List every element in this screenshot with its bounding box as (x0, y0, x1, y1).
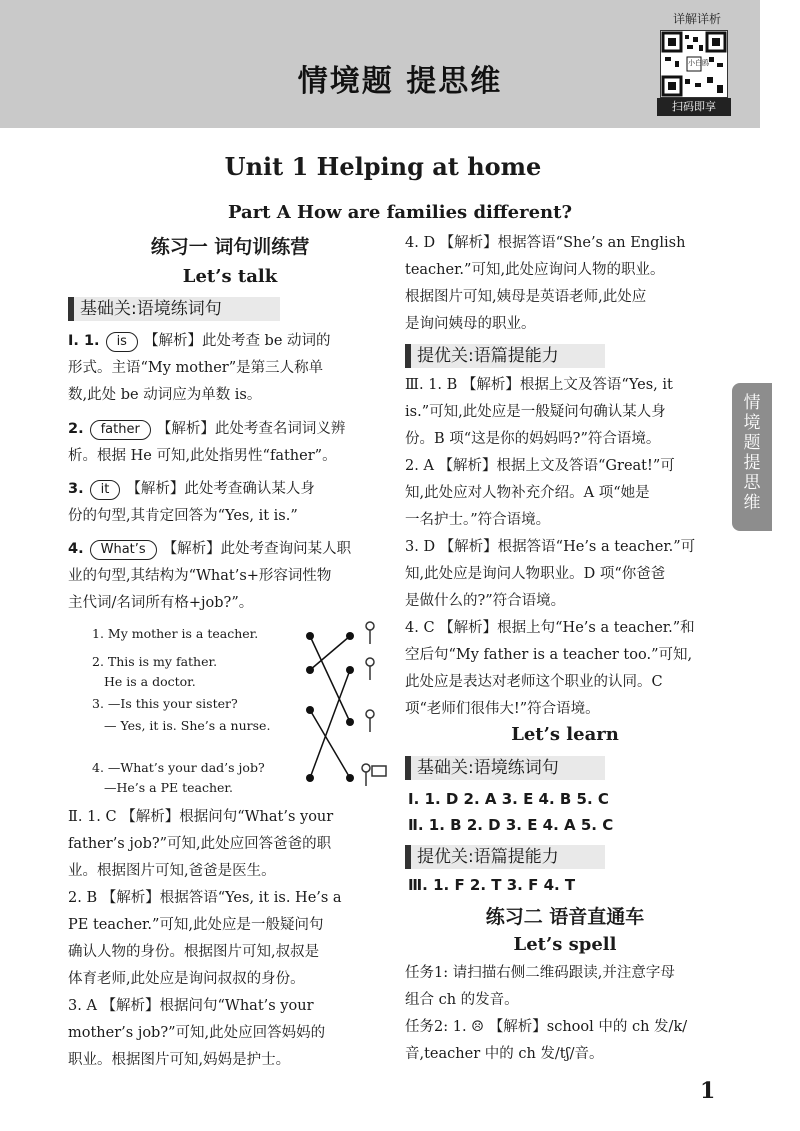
header-title: 情境题 提思维 (297, 64, 503, 99)
unit-title: Unit 1 Helping at home (224, 152, 542, 181)
s2-3: 3. A 【解析】根据问句“What’s your (68, 998, 314, 1014)
s2-3b: mother’s job?”可知,此处应回答妈妈的 (68, 1025, 326, 1041)
s2-1b: father’s job?”可知,此处应回答爸爸的职 (68, 836, 332, 852)
s3-3b: 知,此处应是询问人物职业。D 项“你爸爸 (405, 566, 666, 582)
talk-title: Let’s talk (182, 266, 278, 287)
q1-num: Ⅰ. 1. (68, 333, 100, 349)
s3-1: Ⅲ. 1. B 【解析】根据上文及答语“Yes, it (405, 377, 673, 393)
learn-row-2: Ⅱ. 1. B 2. D 3. E 4. A 5. C (408, 816, 614, 834)
s2-3c: 职业。根据图片可知,妈妈是护士。 (68, 1052, 291, 1068)
q2-text-b: 析。根据 He 可知,此处指男性“father”。 (68, 448, 337, 464)
s3-2c: 一名护士。”符合语境。 (405, 512, 551, 528)
q3-block (68, 476, 398, 530)
fig-line-2b: He is a doctor. (104, 674, 196, 689)
learn-row-3: Ⅲ. 1. F 2. T 3. F 4. T (408, 876, 576, 894)
basic-bar: 基础关:语境练词句 (68, 297, 280, 321)
s3-1b: is.”可知,此处应是一般疑问句确认某人身 (405, 404, 666, 420)
s2-2b: PE teacher.”可知,此处应是一般疑问句 (68, 917, 324, 933)
q3-answer: it (90, 480, 121, 500)
s3-2: 2. A 【解析】根据上文及答语“Great!”可 (405, 458, 675, 474)
s2-block (68, 804, 398, 1074)
learn-title: Let’s learn (511, 724, 619, 745)
task1: 任务1: 请扫描右侧二维码跟读,并注意字母 (405, 965, 675, 981)
fig-line-1: 1. My mother is a teacher. (92, 626, 259, 641)
q1-text-b: 形式。主语“My mother”是第三人称单 (68, 360, 324, 376)
q4-num: 4. (68, 541, 84, 557)
matching-lines (290, 620, 390, 800)
q1-text-a: 【解析】此处考查 be 动词的 (143, 333, 331, 349)
s2-2: 2. B 【解析】根据答语“Yes, it is. He’s a (68, 890, 342, 906)
person-icon (362, 622, 386, 786)
side-tab-label: 情境题 提思维 (743, 393, 761, 513)
exercise2-title: 练习二 语音直通车 (485, 906, 645, 928)
spell-title: Let’s spell (513, 934, 617, 955)
s3-block (405, 372, 735, 723)
qr-center-label: 小白鸥 (688, 59, 709, 67)
r4-block (405, 230, 735, 338)
page-number: 1 (700, 1078, 716, 1104)
q4-block (68, 536, 398, 617)
q3-num: 3. (68, 481, 84, 497)
task-block (405, 960, 735, 1068)
s3-3: 3. D 【解析】根据答语“He’s a teacher.”可 (405, 539, 696, 555)
r4: 4. D 【解析】根据答语“She’s an English (405, 235, 686, 251)
q2-answer: father (90, 420, 151, 440)
s3-4d: 项“老师们很伟大!”符合语境。 (405, 701, 600, 717)
s2-2c: 确认人物的身份。根据图片可知,叔叔是 (68, 944, 320, 960)
fig-line-4a: 4. —What’s your dad’s job? (92, 760, 265, 775)
fig-line-4b: —He’s a PE teacher. (104, 780, 233, 795)
q1-text-c: 数,此处 be 动词应为单数 is。 (68, 387, 262, 403)
q3-text-b: 份的句型,其肯定回答为“Yes, it is.” (68, 508, 298, 524)
task1b: 组合 ch 的发音。 (405, 992, 519, 1008)
r4b: teacher.”可知,此处应询问人物的职业。 (405, 262, 665, 278)
q4-answer: What’s (90, 540, 157, 560)
task2b: 音,teacher 中的 ch 发/tʃ/音。 (405, 1046, 604, 1062)
q4-text-c: 主代词/名词所有格+job?”。 (68, 595, 254, 611)
learn-row-1: Ⅰ. 1. D 2. A 3. E 4. B 5. C (408, 790, 609, 808)
s2-1c: 业。根据图片可知,爸爸是医生。 (68, 863, 276, 879)
s3-4c: 此处应是表达对老师这个职业的认同。C (405, 674, 663, 690)
q1-answer: is (106, 332, 138, 352)
s3-4b: 空后句“My father is a teacher too.”可知, (405, 647, 693, 663)
s2-2d: 体育老师,此处应是询问叔叔的身份。 (68, 971, 305, 987)
q2-text-a: 【解析】此处考查名词词义辨 (156, 421, 346, 437)
adv-bar-2: 提优关:语篇提能力 (405, 845, 605, 869)
r4c: 根据图片可知,姨母是英语老师,此处应 (405, 289, 647, 305)
fig-line-2a: 2. This is my father. (92, 654, 218, 669)
q2-block (68, 416, 398, 470)
qr-bottom-label: 扫码即享 (657, 98, 731, 116)
basic-bar-2: 基础关:语境练词句 (405, 756, 605, 780)
q3-text-a: 【解析】此处考查确认某人身 (126, 481, 315, 497)
s3-4: 4. C 【解析】根据上句“He’s a teacher.”和 (405, 620, 695, 636)
s3-1c: 份。B 项“这是你的妈妈吗?”符合语境。 (405, 431, 661, 447)
q4-text-b: 业的句型,其结构为“What’s+形容词性物 (68, 568, 332, 584)
task2: 任务2: 1. ☹ 【解析】school 中的 ch 发/k/ (405, 1019, 688, 1035)
qr-top-label: 详解详析 (672, 12, 721, 26)
s3-2b: 知,此处应对人物补充介绍。A 项“她是 (405, 485, 650, 501)
q4-text-a: 【解析】此处考查询问某人职 (162, 541, 352, 557)
fig-line-3b: — Yes, it is. She’s a nurse. (104, 718, 271, 733)
r4d: 是询问姨母的职业。 (405, 316, 536, 332)
q1-block (68, 328, 398, 409)
adv-bar: 提优关:语篇提能力 (405, 344, 605, 368)
part-title: Part A How are families different? (227, 202, 572, 223)
s3-3c: 是做什么的?”符合语境。 (405, 593, 566, 609)
q2-num: 2. (68, 421, 84, 437)
fig-line-3a: 3. —Is this your sister? (92, 696, 238, 711)
s2-1: Ⅱ. 1. C 【解析】根据问句“What’s your (68, 809, 334, 825)
exercise-title: 练习一 词句训练营 (150, 236, 310, 258)
